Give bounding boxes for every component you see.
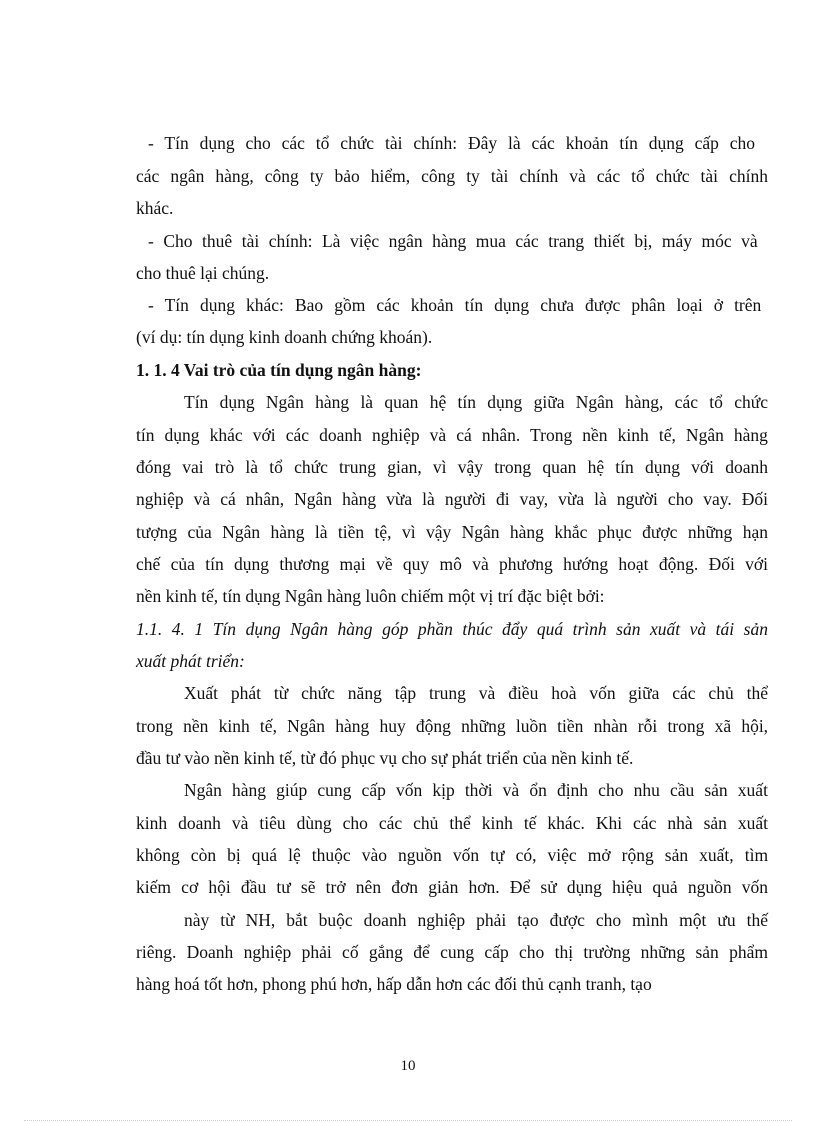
- section-heading: 1. 1. 4 Vai trò của tín dụng ngân hàng:: [136, 360, 422, 380]
- page-bottom-divider: [24, 1120, 792, 1121]
- paragraph-line: kiếm cơ hội đầu tư sẽ trở nên đơn giản hơn. Để sử dụng hiệu quả nguồn vốn: [136, 877, 769, 897]
- paragraph-line: kinh doanh và tiêu dùng cho các chủ thể kinh tế khác. Khi các nhà sản xuất: [136, 813, 769, 833]
- page-number: 10: [400, 1058, 416, 1074]
- paragraph-line: - Tín dụng khác: Bao gồm các khoản tín dụng chưa được phân loại ở trên: [148, 295, 762, 315]
- paragraph-line: đóng vai trò là tổ chức trung gian, vì vậy trong quan hệ tín dụng với doanh: [136, 457, 769, 477]
- subsection-heading: xuất phát triển:: [136, 651, 245, 671]
- paragraph-line: - Tín dụng cho các tổ chức tài chính: Đây là các khoản tín dụng cấp cho: [148, 133, 756, 153]
- paragraph-line: này từ NH, bắt buộc doanh nghiệp phải tạo được cho mình một ưu thế: [184, 910, 768, 930]
- paragraph-line: trong nền kinh tế, Ngân hàng huy động những luồn tiền nhàn rỗi trong xã hội,: [136, 716, 769, 736]
- paragraph-line: chế của tín dụng thương mại về quy mô và phương hướng hoạt động. Đối với: [136, 554, 769, 574]
- paragraph-line: nền kinh tế, tín dụng Ngân hàng luôn chiếm một vị trí đặc biệt bởi:: [136, 586, 605, 606]
- paragraph-line: nghiệp và cá nhân, Ngân hàng vừa là người đi vay, vừa là người cho vay. Đối: [136, 489, 769, 509]
- paragraph-line: đầu tư vào nền kinh tế, từ đó phục vụ cho sự phát triển của nền kinh tế.: [136, 748, 634, 768]
- paragraph-line: cho thuê lại chúng.: [136, 263, 270, 283]
- paragraph-line: khác.: [136, 198, 174, 218]
- paragraph-line: (ví dụ: tín dụng kinh doanh chứng khoán).: [136, 327, 433, 347]
- paragraph-line: riêng. Doanh nghiệp phải cố gắng để cung cấp cho thị trường những sản phẩm: [136, 942, 769, 962]
- paragraph-line: Tín dụng Ngân hàng là quan hệ tín dụng giữa Ngân hàng, các tổ chức: [184, 392, 768, 412]
- paragraph-line: tượng của Ngân hàng là tiền tệ, vì vậy Ngân hàng khắc phục được những hạn: [136, 522, 768, 542]
- paragraph-line: không còn bị quá lệ thuộc vào nguồn vốn tự có, việc mở rộng sản xuất, tìm: [136, 845, 769, 865]
- paragraph-line: tín dụng khác với các doanh nghiệp và cá nhân. Trong nền kinh tế, Ngân hàng: [136, 425, 768, 445]
- paragraph-line: Ngân hàng giúp cung cấp vốn kịp thời và ổn định cho nhu cầu sản xuất: [184, 780, 768, 800]
- paragraph-line: hàng hoá tốt hơn, phong phú hơn, hấp dẫn hơn các đối thủ cạnh tranh, tạo: [136, 974, 652, 994]
- subsection-heading: 1.1. 4. 1 Tín dụng Ngân hàng góp phần thúc đẩy quá trình sản xuất và tái sản: [136, 619, 768, 639]
- paragraph-line: các ngân hàng, công ty bảo hiểm, công ty tài chính và các tổ chức tài chính: [136, 166, 768, 186]
- paragraph-line: Xuất phát từ chức năng tập trung và điều hoà vốn giữa các chủ thể: [184, 683, 768, 703]
- paragraph-line: - Cho thuê tài chính: Là việc ngân hàng mua các trang thiết bị, máy móc và: [148, 231, 758, 251]
